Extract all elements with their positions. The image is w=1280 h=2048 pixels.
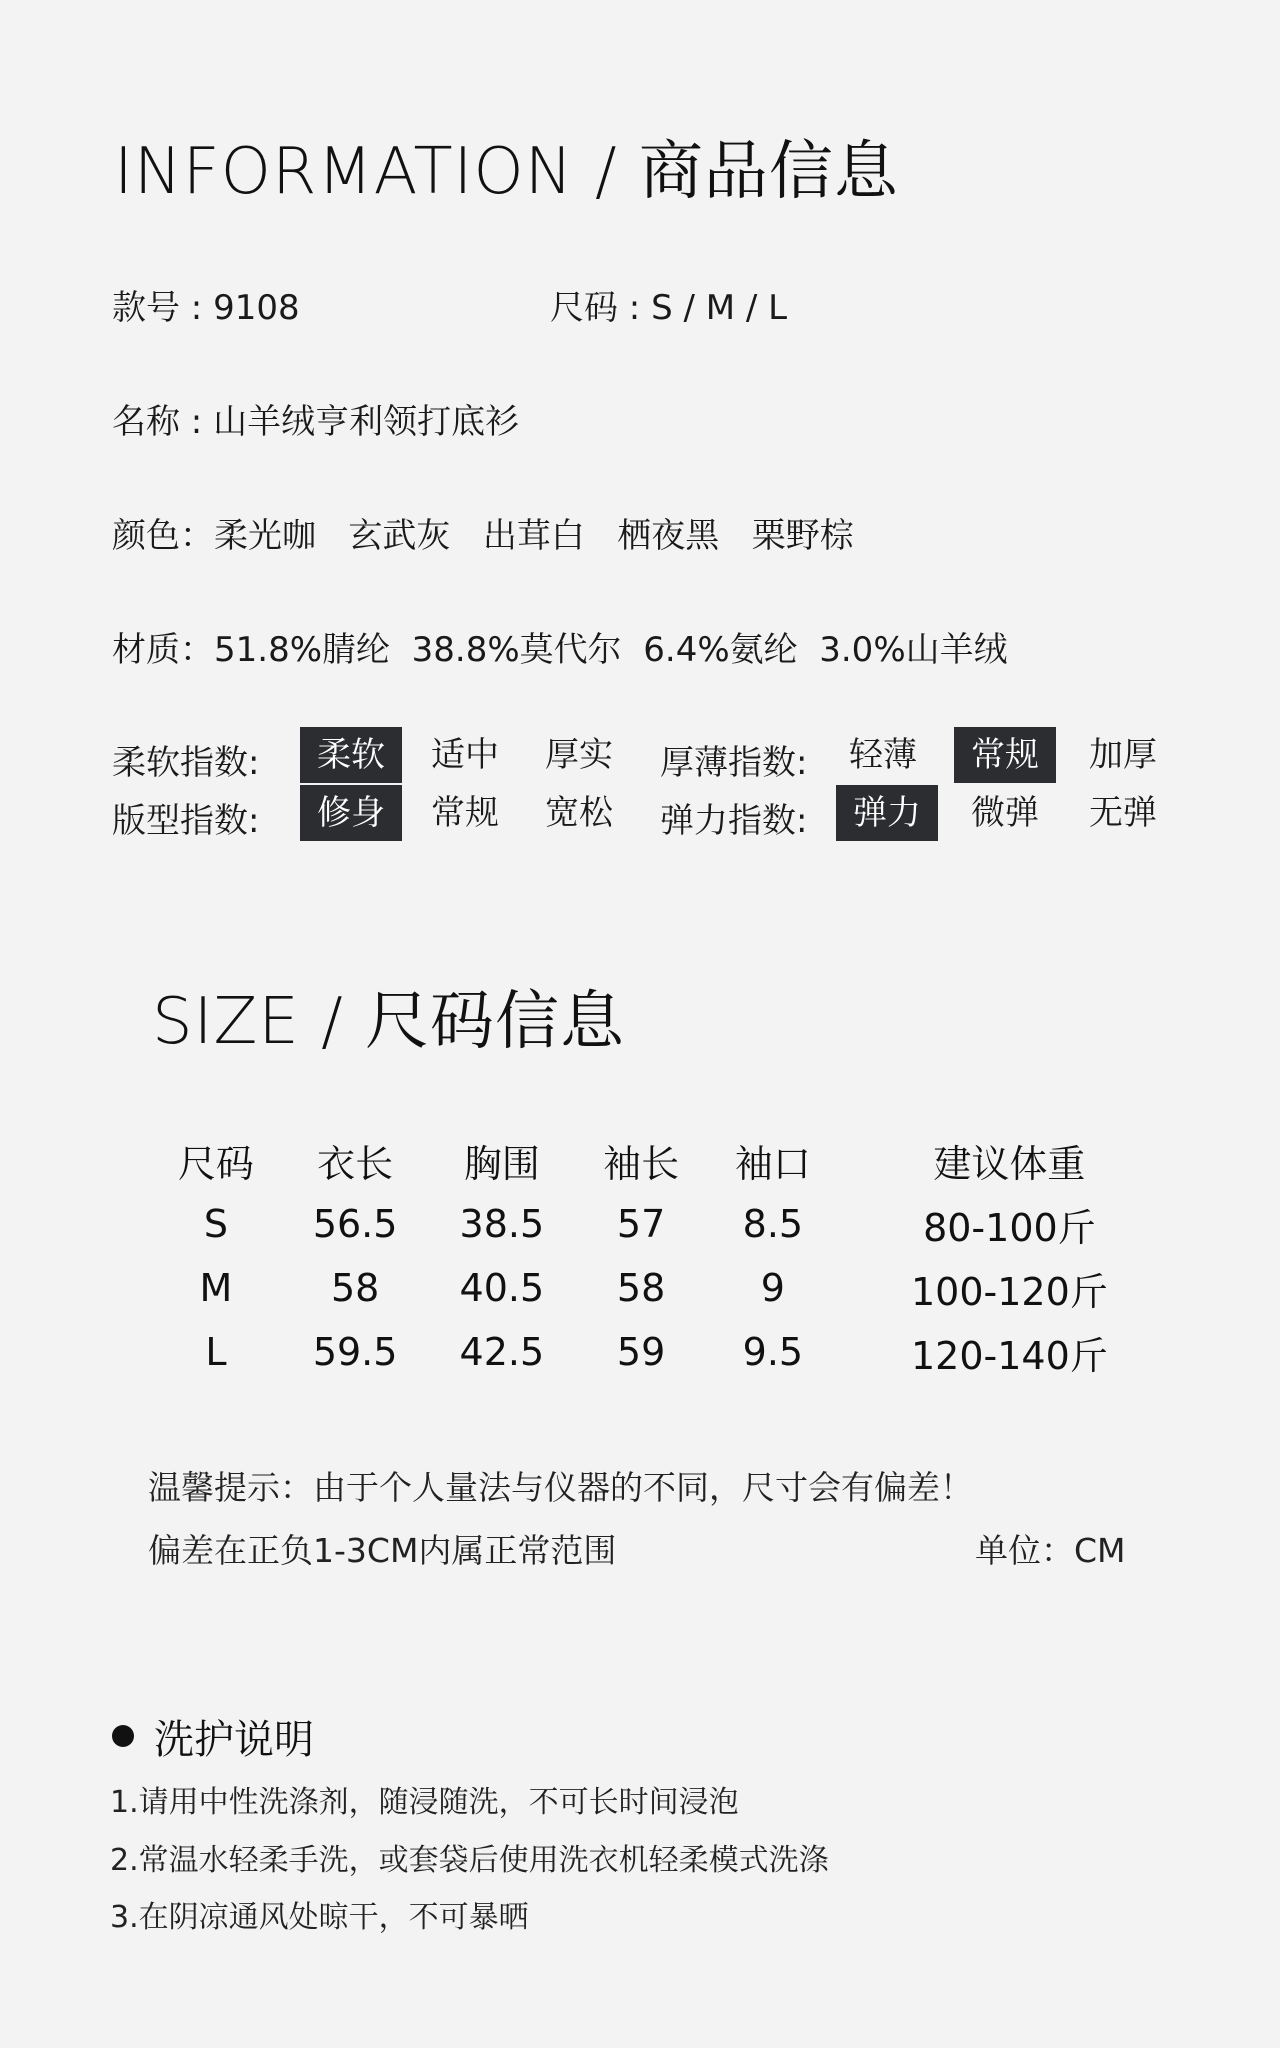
table-cell: 38.5: [459, 1202, 545, 1246]
table-row: [150, 1320, 1180, 1384]
softness-option-selected: 柔软: [300, 727, 402, 783]
size-table-header-cell: 胸围: [463, 1141, 540, 1186]
table-cell: 9: [760, 1266, 785, 1310]
fit-option: 常规: [431, 793, 499, 833]
table-cell: 100-120斤: [910, 1269, 1108, 1314]
fit-option: 宽松: [545, 793, 613, 833]
size-table: [150, 1128, 1180, 1384]
size-table-header-cell: 袖长: [603, 1141, 680, 1186]
size-options: 尺码 : S / M / L: [550, 288, 788, 328]
style-number: 款号 : 9108: [112, 288, 300, 328]
care-title: 洗护说明: [154, 1717, 314, 1763]
softness-option: 厚实: [545, 735, 613, 775]
table-cell: 56.5: [312, 1202, 398, 1246]
table-cell: M: [199, 1266, 233, 1310]
product-colors: 颜色：柔光咖 玄武灰 出茸白 栖夜黑 栗野棕: [112, 516, 854, 556]
size-table-header: [150, 1128, 1180, 1192]
table-cell: L: [205, 1330, 227, 1374]
table-cell: 8.5: [742, 1202, 804, 1246]
bullet-icon: [112, 1725, 134, 1747]
thickness-index-label: 厚薄指数:: [660, 743, 808, 783]
product-material: 材质：51.8%腈纶 38.8%莫代尔 6.4%氨纶 3.0%山羊绒: [112, 630, 1008, 670]
softness-option: 适中: [431, 735, 499, 775]
size-title: SIZE / 尺码信息: [152, 985, 626, 1059]
size-unit: 单位：CM: [975, 1531, 1126, 1570]
table-cell: 120-140斤: [910, 1333, 1108, 1378]
table-cell: 9.5: [742, 1330, 804, 1374]
size-tolerance: 偏差在正负1-3CM内属正常范围: [148, 1531, 617, 1570]
table-cell: S: [203, 1202, 228, 1246]
table-cell: 59: [616, 1330, 666, 1374]
elasticity-option: 无弹: [1089, 793, 1157, 833]
elasticity-index-label: 弹力指数:: [660, 801, 808, 841]
table-cell: 57: [616, 1202, 666, 1246]
product-name: 名称 : 山羊绒亨利领打底衫: [112, 402, 520, 442]
thickness-option: 加厚: [1089, 735, 1157, 775]
elasticity-option-selected: 弹力: [836, 785, 938, 841]
table-cell: 42.5: [459, 1330, 545, 1374]
thickness-option: 轻薄: [849, 735, 917, 775]
table-cell: 80-100斤: [923, 1205, 1096, 1250]
size-table-header-cell: 袖口: [734, 1141, 811, 1186]
thickness-option-selected: 常规: [954, 727, 1056, 783]
table-cell: 58: [330, 1266, 380, 1310]
table-row: [150, 1192, 1180, 1256]
care-item: 2.常温水轻柔手洗，或套袋后使用洗衣机轻柔模式洗涤: [110, 1843, 829, 1878]
size-table-header-cell: 衣长: [317, 1141, 394, 1186]
size-table-header-cell: 尺码: [177, 1141, 254, 1186]
info-title: INFORMATION / 商品信息: [114, 135, 899, 209]
size-tip: 温馨提示：由于个人量法与仪器的不同，尺寸会有偏差！: [148, 1468, 973, 1507]
softness-index-label: 柔软指数:: [112, 743, 260, 783]
size-table-header-cell: 建议体重: [933, 1141, 1086, 1186]
elasticity-option: 微弹: [971, 793, 1039, 833]
table-cell: 59.5: [312, 1330, 398, 1374]
care-item: 1.请用中性洗涤剂，随浸随洗，不可长时间浸泡: [110, 1785, 739, 1820]
table-cell: 40.5: [459, 1266, 545, 1310]
fit-index-label: 版型指数:: [112, 801, 260, 841]
table-cell: 58: [616, 1266, 666, 1310]
care-item: 3.在阴凉通风处晾干，不可暴晒: [110, 1900, 529, 1935]
fit-option-selected: 修身: [300, 785, 402, 841]
table-row: [150, 1256, 1180, 1320]
